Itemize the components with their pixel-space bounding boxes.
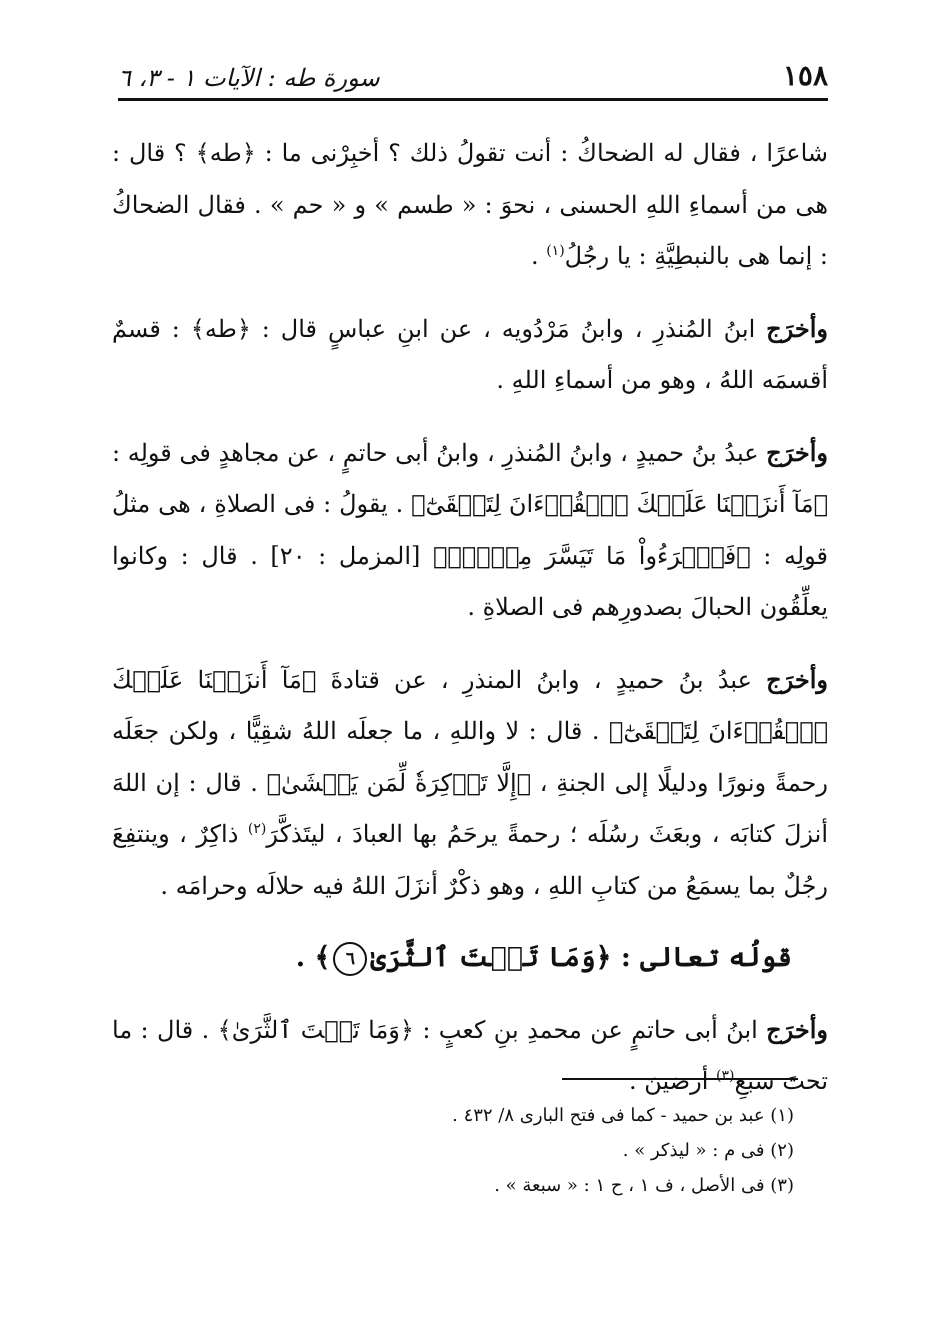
footnote-3: (٣) فى الأصل ، ف ١ ، ح ١ : « سبعة » . [494,1175,794,1196]
verse-heading-end: ﴾ . [295,942,331,973]
paragraph-1 [112,128,828,283]
paragraph-1-end: . [530,242,547,270]
paragraph-3 [112,427,828,634]
page-number: ١٥٨ [782,59,828,92]
footnote-ref-1: (١) [546,243,565,259]
header-rule [118,98,828,101]
footnote-2: (٢) فى م : « ليذكر » . [622,1140,794,1161]
verse-heading-text: قولُه تعالى : ﴿وَمَا تَحۡتَ ٱلثَّرَىٰ [370,942,792,973]
running-title: سورة طه : الآيات ١ - ٣، ٦ [118,64,380,92]
paragraph-2-text: ابنُ المُنذرِ ، وابنُ مَرْدُويه ، عن ابنِ عباسٍ قال : ﴿طه﴾ : قسمٌ أقسمَه اللهُ ، وهو من أسماءِ اللهِ . [112,314,828,394]
paragraph-1-text: شاعرًا ، فقال له الضحاكُ : أنت تقولُ ذلك ؟ أخبِرْنى ما : ﴿طه﴾ ؟ قال : هى من أسماءِ اللهِ الحسنى ، نحوَ : « طسم » و « حم » . فقال الضحاكُ : إنما هى بالنبطِيَّةِ : يا رجُلُ [112,139,828,270]
paragraph-5 [112,1004,828,1108]
paragraph-4-text-a: عبدُ بنُ حميدٍ ، وابنُ المنذرِ ، عن قتادةَ ﴿مَآ أَنزَلۡنَا عَلَيۡكَ ٱلۡقُرۡءَانَ لِتَشۡقَىٰٓ﴾ . قال : لا واللهِ ، ما جعلَه اللهُ شقِيًّا ، ولكن جعَلَه رحمةً ونورًا ودليلًا إلى الجنةِ ، ﴿إِلَّا تَذۡكِرَةٗ لِّمَن يَخۡشَىٰ﴾ . قال : إن اللهَ أنزلَ كتابَه ، وبعَثَ رسُلَه ؛ رحمةً يرحَمُ بها العبادَ ، ليتَذكَّرَ [112,665,828,848]
paragraph-2 [112,303,828,407]
paragraph-4 [112,654,828,913]
paragraph-5-text-a: ابنُ أبى حاتمٍ عن محمدِ بنِ كعبٍ : ﴿وَمَا تَحۡتَ ٱلثَّرَىٰ﴾ . قال : ما تحتَ سبعِ [112,1015,828,1095]
footnotes [118,1098,794,1203]
paragraph-3-text: عبدُ بنُ حميدٍ ، وابنُ المُنذرِ ، وابنُ أبى حاتمٍ ، عن مجاهدٍ فى قولِه : ﴿مَآ أَنزَلۡنَا عَلَيۡكَ ٱلۡقُرۡءَانَ لِتَشۡقَىٰٓ﴾ . يقولُ : فى الصلاةِ ، هى مثلُ قولِه : ﴿فَٱقۡرَءُواْ مَا تَيَسَّرَ مِنۡهُۚ﴾ [المزمل : ٢٠] . قال : وكانوا يعلِّقُون الحبالَ بصدورِهم فى الصلاةِ . [112,438,829,621]
footnote-ref-3: (٣) [716,1068,735,1084]
verse-heading [112,932,828,984]
main-text [112,128,828,1128]
paragraph-3-lead: وأخرَج [766,437,828,467]
footnote-ref-2: (٢) [247,821,267,837]
paragraph-4-lead: وأخرَج [766,664,828,694]
verse-number-badge: ٦ [333,942,367,976]
footnote-1: (١) عبد بن حميد - كما فى فتح البارى ٨/ ٤٣٢ . [452,1105,794,1126]
paragraph-5-lead: وأخرَج [766,1014,828,1044]
paragraph-2-lead: وأخرَج [766,313,828,343]
footnote-rule [562,1078,798,1080]
page-header [118,40,828,98]
paragraph-5-text-b: أرضينَ . [628,1067,717,1095]
paragraph-4-text-b: ذاكِرٌ ، وينتفِعَ رجُلٌ بما يسمَعُ من كتابِ اللهِ ، وهو ذكْرٌ أنزَلَ اللهُ فيه حلالَه وحرامَه . [112,820,828,900]
